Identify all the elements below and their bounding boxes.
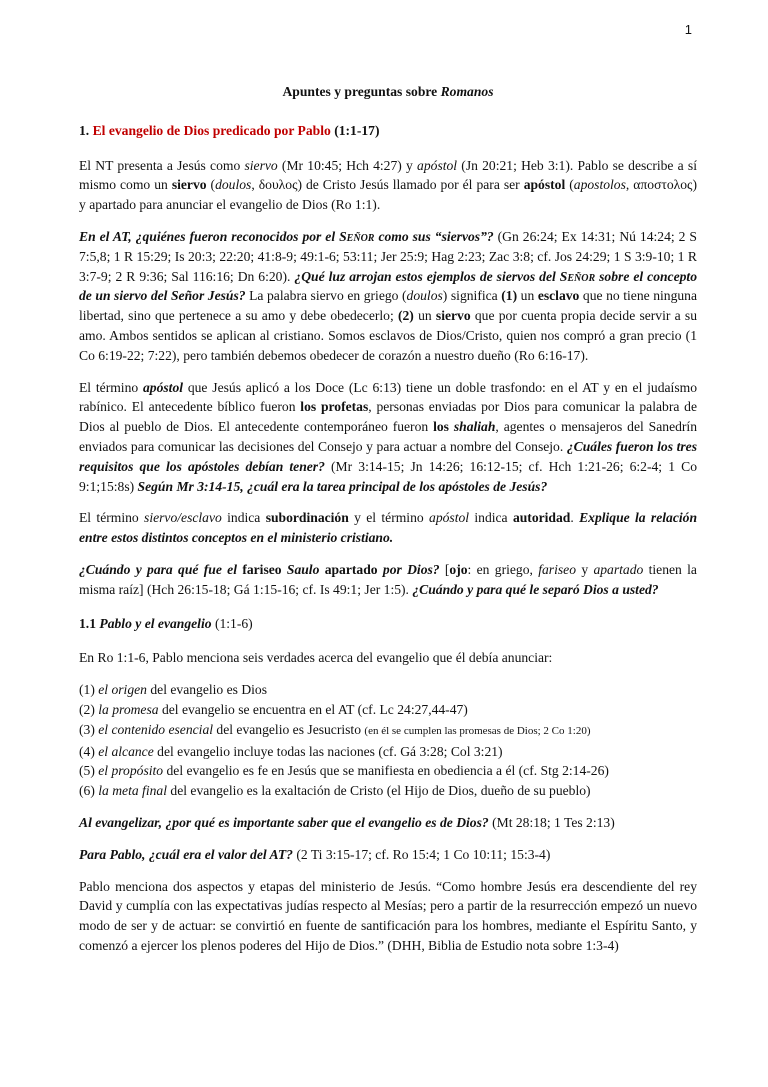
document-title: Apuntes y preguntas sobre Romanos (282, 84, 494, 99)
paragraph-valor-at-question: Para Pablo, ¿cuál era el valor del AT? (2 Ti 3:15-17; cf. Ro 15:4; 1 Co 10:11; 15:3-4) (79, 846, 551, 862)
paragraph-subordinacion-autoridad: El término siervo/esclavo indica subordinación y el término apóstol indica autoridad. Explique la relación entre estos distintos conceptos en el ministerio cristiano. (79, 510, 698, 546)
page-number: 1 (684, 22, 692, 37)
paragraph-apostol: El término apóstol que Jesús aplicó a los Doce (Lc 6:13) tiene un doble trasfondo: en el AT y en el judaísmo rabínico. El antecedente bíblico fueron los profetas, personas enviadas por Dios para comunicar la palabra de Dios al pueblo de Dios. El antecedente contemporáneo fueron los shaliah, agentes o mensajeros del Sanedrín enviados para comunicar las decisiones del Consejo y para actuar a nombre del Consejo. ¿Cuáles fueron los tres requisitos que los apóstoles debían tener? (Mr 3:14-15; Jn 14:26; 16:12-15; cf. Hch 1:21-26; 6:2-4; 1 Co 9:1;15:8s) Según Mr 3:14-15, ¿cuál era la tarea principal de los apóstoles de Jesús? (79, 379, 698, 494)
paragraph-evangelizar-question: Al evangelizar, ¿por qué es importante saber que el evangelio es de Dios? (Mt 28:18; 1 Tes 2:13) (79, 814, 615, 830)
list-item: (1) el origen del evangelio es Dios (79, 682, 268, 698)
paragraph-siervos-at: En el AT, ¿quiénes fueron reconocidos por el Señor como sus “siervos”? (Gn 26:24; Ex 14:31; Nú 14:24; 2 S 7:5,8; 1 R 15:29; Is 20:3; 22:20; 41:8-9; 49:1-6; 53:11; Jer 25:9; Hag 2:23; Zac 3:8; cf. Jos 24:29; 1 S 3:9-10; 1 R 3:7-9; 2 R 9:36; Sal 116:16; Dn 6:20). ¿Qué luz arrojan estos ejemplos de siervos del Señor sobre el concepto de un siervo del Señor Jesús? La palabra siervo en griego (doulos) significa (1) un esclavo que no tiene ninguna libertad, sino que pertenece a su amo y debe obedecerlo; (2) un siervo que por cuenta propia decide servir a su amo. Ambos sentidos se aplican al cristiano. Somos esclavos de Dios/Cristo, quien nos compró a gran precio (1 Co 6:19-22; 7:22), pero también debemos obedecer de corazón a nuestro dueño (Ro 6:16-17). (79, 228, 697, 363)
paragraph-saulo-apartado: ¿Cuándo y para qué fue el fariseo Saulo apartado por Dios? [ojo: en griego, fariseo y apartado tienen la misma raíz] (Hch 26:15-18; Gá 1:15-16; cf. Is 49:1; Jer 1:5). ¿Cuándo y para qué le separó Dios a usted? (79, 561, 697, 597)
paragraph-ministerio-jesus: Pablo menciona dos aspectos y etapas del ministerio de Jesús. “Como hombre Jesús era descendiente del rey David y cumplía con las expectativas judías respecto al Mesías; pero a partir de la resurrección empezó un nuevo modo de ser y de actuar: se convirtió en fuente de santificación para los hombres, mediante el Espíritu Santo, y comenzó a ejercer los plenos poderes del Hijo de Dios.” (DHH, Biblia de Estudio nota sobre 1:3-4) (79, 878, 697, 953)
paragraph-siervo-apostol: El NT presenta a Jesús como siervo (Mr 10:45; Hch 4:27) y apóstol (Jn 20:21; Heb 3:1). Pablo se describe a sí mismo como un siervo (doulos, δουλος) de Cristo Jesús llamado por él para ser apóstol (apostolos, αποστολος) y apartado para anunciar el evangelio de Dios (Ro 1:1). (79, 157, 697, 213)
document-body (79, 82, 697, 968)
truths-list (79, 680, 697, 801)
list-item: (4) el alcance del evangelio incluye todas las naciones (cf. Gá 3:28; Col 3:21) (79, 743, 503, 759)
list-item: (5) el propósito del evangelio es fe en Jesús que se manifiesta en obediencia a él (cf. Stg 2:14-26) (79, 763, 609, 779)
list-item: (3) el contenido esencial del evangelio es Jesucristo (en él se cumplen las promesas de Dios; 2 Co 1:20) (79, 721, 591, 737)
paragraph-seis-verdades: En Ro 1:1-6, Pablo menciona seis verdades acerca del evangelio que él debía anunciar: (79, 650, 553, 666)
section-heading-1: 1. El evangelio de Dios predicado por Pablo (1:1-17) (79, 122, 380, 138)
list-item: (2) la promesa del evangelio se encuentra en el AT (cf. Lc 24:27,44-47) (79, 701, 468, 717)
section-heading-1-1: 1.1 Pablo y el evangelio (1:1-6) (79, 615, 253, 631)
list-item: (6) la meta final del evangelio es la exaltación de Cristo (el Hijo de Dios, dueño de su pueblo) (79, 783, 591, 799)
